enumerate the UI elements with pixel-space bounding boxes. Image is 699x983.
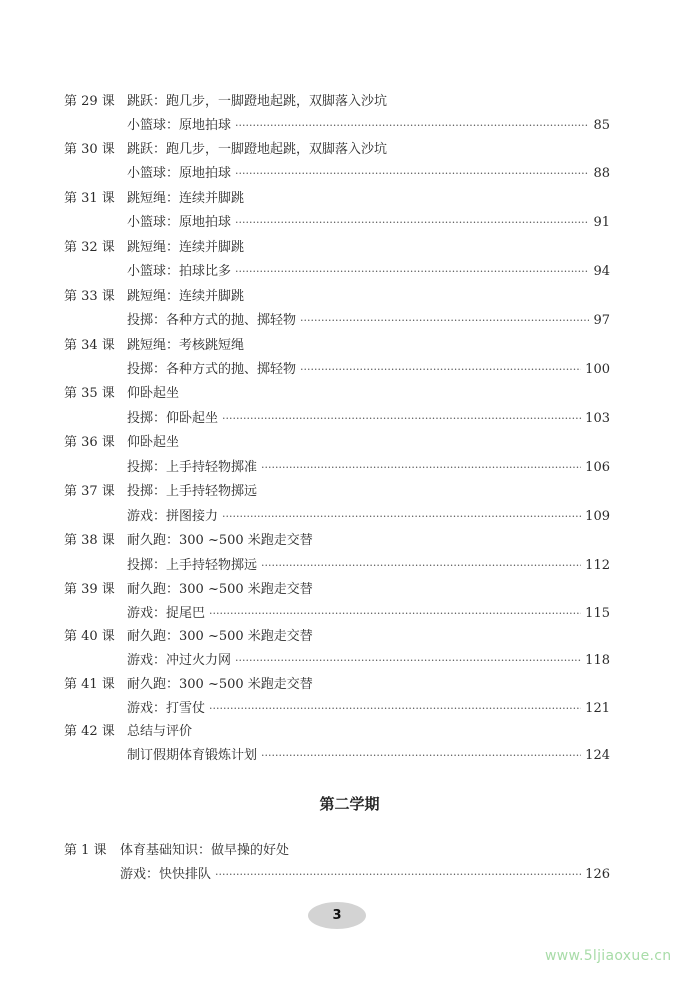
sub-topic: 游戏：冲过火力网	[127, 653, 232, 668]
sub-topic: 制订假期体育锻炼计划	[127, 748, 258, 763]
toc-sub-row[interactable]	[0, 604, 699, 624]
watermark: www.5ljiaoxue.cn	[545, 948, 672, 964]
toc-lesson-row	[0, 92, 699, 112]
toc-sub-row[interactable]	[0, 556, 699, 576]
lesson-number: 第 33 课	[64, 289, 115, 304]
sub-topic: 投掷：各种方式的抛、掷轻物	[127, 362, 297, 377]
leader-dots	[235, 164, 589, 184]
leader-dots	[209, 604, 581, 624]
sub-topic: 游戏：快快排队	[120, 867, 212, 882]
toc-lesson-row	[0, 287, 699, 307]
page-ref: 103	[585, 411, 610, 426]
leader-dots	[235, 213, 589, 233]
toc-sub-row[interactable]	[0, 360, 699, 380]
page-ref: 115	[585, 606, 610, 621]
lesson-title: 跳跃：跑几步，一脚蹬地起跳，双脚落入沙坑	[127, 94, 388, 109]
lesson-title: 仰卧起坐	[127, 435, 180, 450]
lesson-title: 总结与评价	[127, 724, 193, 739]
page-ref: 118	[585, 653, 610, 668]
toc-lesson-row	[0, 336, 699, 356]
toc-lesson-row	[0, 722, 699, 742]
lesson-title: 耐久跑：300 ~500 米跑走交替	[127, 533, 313, 548]
sub-topic: 小篮球：原地拍球	[127, 166, 232, 181]
leader-dots	[222, 507, 581, 527]
page-ref: 106	[585, 460, 610, 475]
page-ref: 124	[585, 748, 610, 763]
leader-dots	[261, 556, 581, 576]
lesson-title: 耐久跑：300 ~500 米跑走交替	[127, 629, 313, 644]
lesson-title: 跳短绳：考核跳短绳	[127, 338, 245, 353]
lesson-number: 第 36 课	[64, 435, 115, 450]
toc-lesson-row	[0, 238, 699, 258]
leader-dots	[300, 311, 589, 331]
leader-dots	[209, 699, 581, 719]
sub-topic: 游戏：捉尾巴	[127, 606, 206, 621]
page-ref: 100	[585, 362, 610, 377]
toc-lesson-row	[0, 580, 699, 600]
leader-dots	[261, 458, 581, 478]
toc-sub-row[interactable]	[0, 116, 699, 136]
toc-lesson-row	[0, 189, 699, 209]
sub-topic: 小篮球：原地拍球	[127, 215, 232, 230]
toc-sub-row[interactable]	[0, 699, 699, 719]
page-ref: 97	[593, 313, 610, 328]
lesson-number: 第 38 课	[64, 533, 115, 548]
leader-dots	[235, 262, 589, 282]
lesson-number: 第 31 课	[64, 191, 115, 206]
lesson-title: 耐久跑：300 ~500 米跑走交替	[127, 677, 313, 692]
toc-sub-row[interactable]	[0, 213, 699, 233]
page-ref: 126	[585, 867, 610, 882]
page-ref: 109	[585, 509, 610, 524]
leader-dots	[235, 651, 581, 671]
page-ref: 121	[585, 701, 610, 716]
toc-sub-row[interactable]	[0, 262, 699, 282]
toc-sub-row[interactable]	[0, 507, 699, 527]
lesson-title: 耐久跑：300 ~500 米跑走交替	[127, 582, 313, 597]
sub-topic: 投掷：仰卧起坐	[127, 411, 219, 426]
toc-sub-row[interactable]	[0, 164, 699, 184]
toc-lesson-row	[0, 384, 699, 404]
page-ref: 112	[585, 558, 610, 573]
lesson-title: 体育基础知识：做早操的好处	[120, 843, 290, 858]
leader-dots	[235, 116, 589, 136]
lesson-title: 跳短绳：连续并脚跳	[127, 289, 245, 304]
toc-lesson-row	[0, 482, 699, 502]
lesson-number: 第 40 课	[64, 629, 115, 644]
page-ref: 94	[593, 264, 610, 279]
page-number-badge: 3	[308, 902, 366, 929]
lesson-number: 第 32 课	[64, 240, 115, 255]
toc-lesson-row	[0, 841, 699, 861]
toc-lesson-row	[0, 433, 699, 453]
sub-topic: 投掷：上手持轻物掷远	[127, 558, 258, 573]
lesson-title: 跳跃：跑几步，一脚蹬地起跳，双脚落入沙坑	[127, 142, 388, 157]
lesson-title: 投掷：上手持轻物掷远	[127, 484, 258, 499]
toc-sub-row[interactable]	[0, 409, 699, 429]
page-ref: 85	[593, 118, 610, 133]
section-heading: 第二学期	[319, 795, 380, 813]
lesson-number: 第 30 课	[64, 142, 115, 157]
leader-dots	[261, 746, 581, 766]
lesson-number: 第 35 课	[64, 386, 115, 401]
leader-dots	[215, 865, 581, 885]
lesson-number: 第 37 课	[64, 484, 115, 499]
lesson-number: 第 34 课	[64, 338, 115, 353]
lesson-number: 第 29 课	[64, 94, 115, 109]
lesson-number: 第 39 课	[64, 582, 115, 597]
toc-lesson-row	[0, 675, 699, 695]
lesson-title: 仰卧起坐	[127, 386, 180, 401]
toc-sub-row[interactable]	[0, 865, 699, 885]
page-ref: 91	[593, 215, 610, 230]
leader-dots	[300, 360, 581, 380]
toc-lesson-row	[0, 140, 699, 160]
sub-topic: 小篮球：原地拍球	[127, 118, 232, 133]
toc-sub-row[interactable]	[0, 746, 699, 766]
sub-topic: 投掷：各种方式的抛、掷轻物	[127, 313, 297, 328]
leader-dots	[222, 409, 581, 429]
toc-lesson-row	[0, 531, 699, 551]
toc-sub-row[interactable]	[0, 311, 699, 331]
lesson-number: 第 1 课	[64, 843, 107, 858]
sub-topic: 小篮球：拍球比多	[127, 264, 232, 279]
lesson-number: 第 42 课	[64, 724, 115, 739]
lesson-number: 第 41 课	[64, 677, 115, 692]
toc-sub-row[interactable]	[0, 458, 699, 478]
toc-sub-row[interactable]	[0, 651, 699, 671]
sub-topic: 游戏：拼图接力	[127, 509, 219, 524]
lesson-title: 跳短绳：连续并脚跳	[127, 240, 245, 255]
sub-topic: 投掷：上手持轻物掷准	[127, 460, 258, 475]
toc-lesson-row	[0, 627, 699, 647]
sub-topic: 游戏：打雪仗	[127, 701, 206, 716]
lesson-title: 跳短绳：连续并脚跳	[127, 191, 245, 206]
page-ref: 88	[593, 166, 610, 181]
